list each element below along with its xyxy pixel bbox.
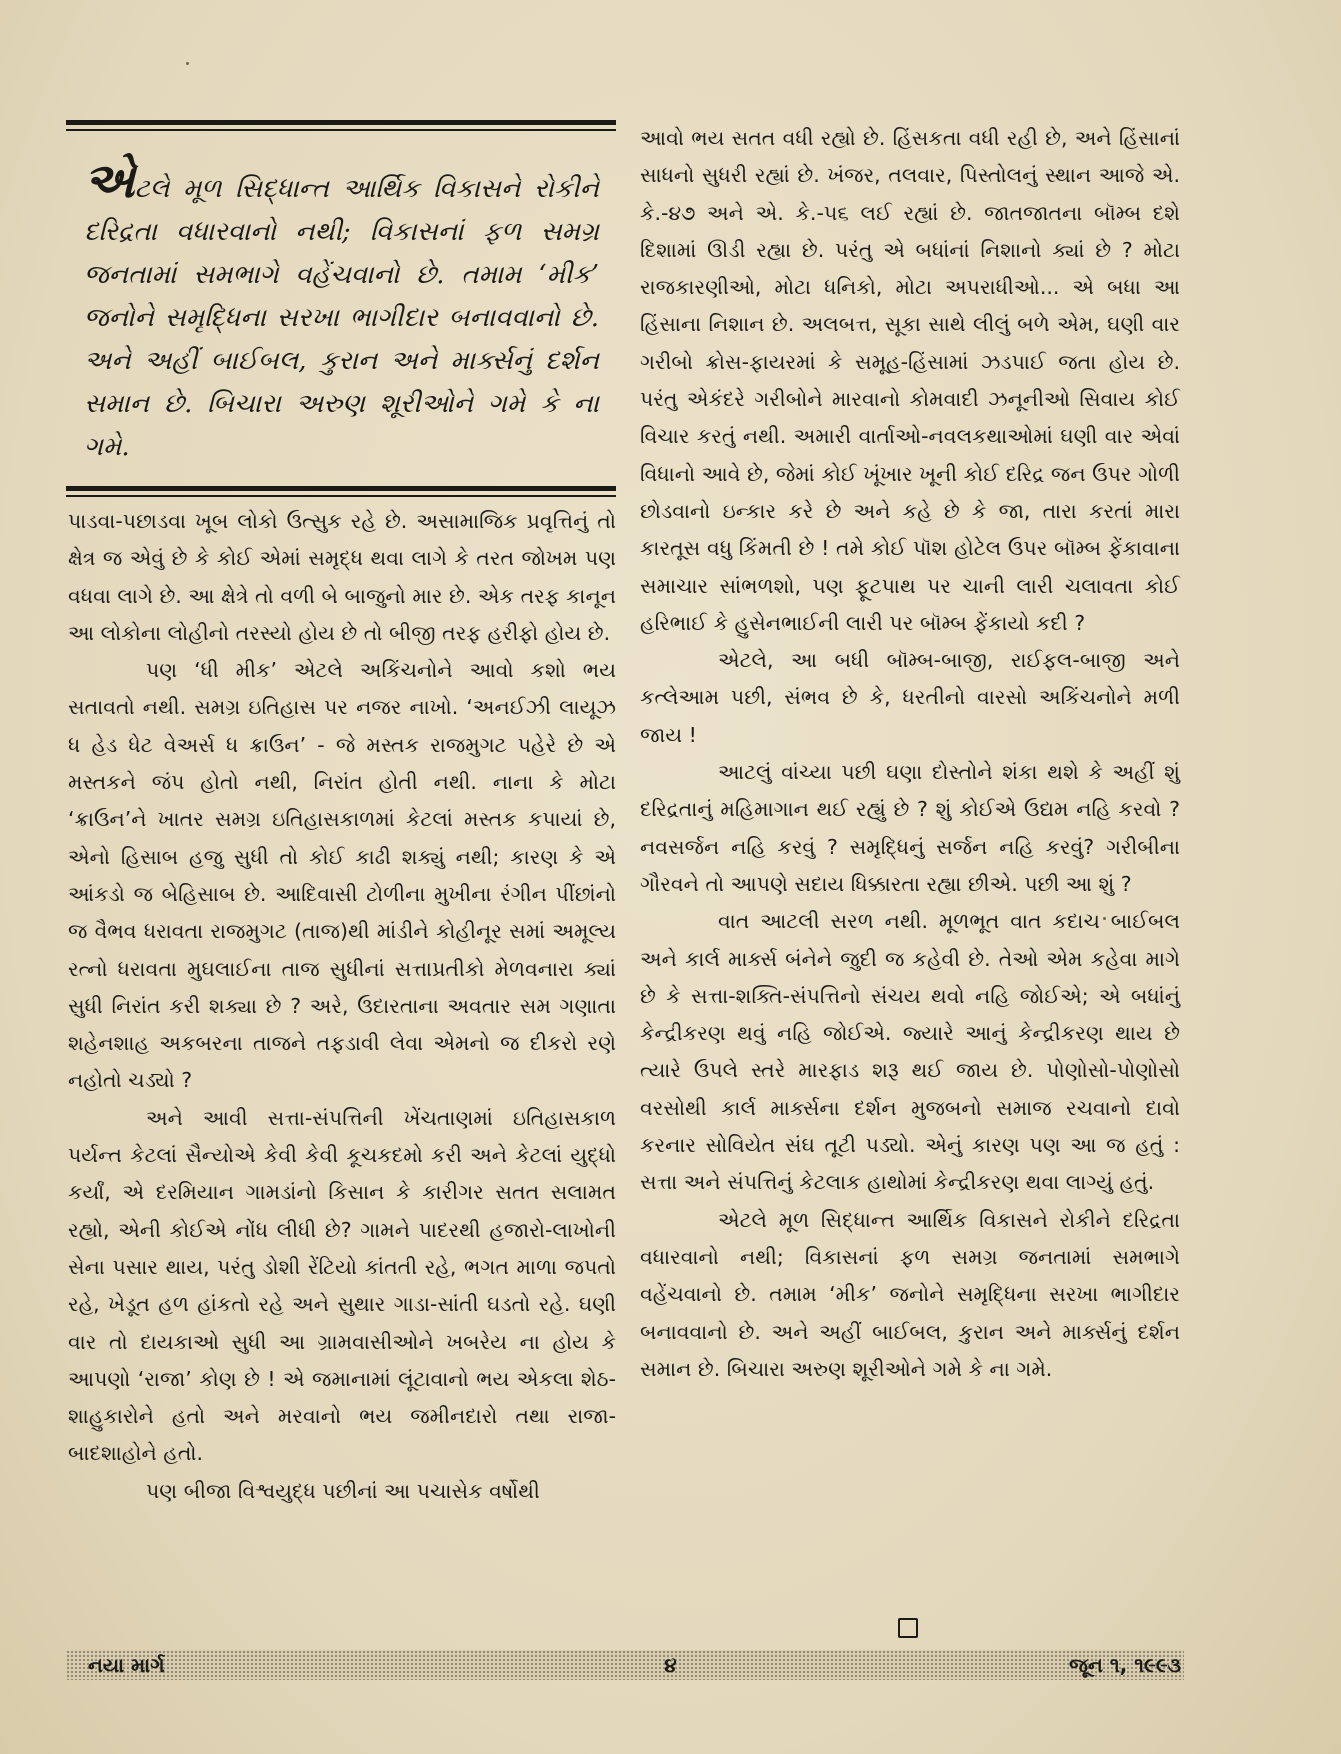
paragraph: આવો ભય સતત વધી રહ્યો છે. હિંસકતા વધી રહી છે, અને હિંસાનાં સાધનો સુધરી રહ્યાં છે. ખંજર, તલવાર, પિસ્તોલનું સ્થાન આજે એ. કે.-૪૭ અને એ. કે.-૫૬ લઈ રહ્યાં છે. જાતજાતના બૉમ્બ દશે દિશામાં ઊડી રહ્યા છે. પરંતુ એ બધાંનાં નિશાનો ક્યાં છે ? મોટા રાજકારણીઓ, મોટા ધનિકો, મોટા અપરાધીઓ... એ બધા આ હિંસાના નિશાન છે. અલબત્ત, સૂકા સાથે લીલું બળે એમ, ઘણી વાર ગરીબો ક્રોસ-ફાયરમાં કે સમૂહ-હિંસામાં ઝડપાઈ જતા હોય છે. પરંતુ એકંદરે ગરીબોને મારવાનો કોમવાદી ઝનૂનીઓ સિવાય કોઈ વિચાર કરતું નથી. અમારી વાર્તાઓ-નવલકથાઓમાં ઘણી વાર એવાં વિધાનો આવે છે, જેમાં કોઈ ખૂંખાર ખૂની કોઈ દરિદ્ર જન ઉપર ગોળી છોડવાનો ઇન્કાર કરે છે અને કહે છે કે જા, તારા કરતાં મારા કારતૂસ વધુ કિંમતી છે ! તમે કોઈ પૉશ હોટેલ ઉપર બૉમ્બ ફેંકાવાના સમાચાર સાંભળશો, પણ ફૂટપાથ પર ચાની લારી ચલાવતા કોઈ હરિભાઈ કે હુસેનભાઈની લારી પર બૉમ્બ ફેંકાયો કદી ? [640,126,1180,635]
paragraph: પણ બીજા વિશ્વયુદ્ધ પછીનાં આ પચાસેક વર્ષોથી [146,1478,540,1503]
paragraph: આટલું વાંચ્યા પછી ઘણા દોસ્તોને શંકા થશે કે અહીં શું દરિદ્રતાનું મહિમાગાન થઈ રહ્યું છે ? શું કોઈએ ઉદ્યમ નહિ કરવો ? નવસર્જન નહિ કરવું ? સમૃદ્ધિનું સર્જન નહિ કરવું? ગરીબીના ગૌરવને તો આપણે સદાય ધિક્કારતા રહ્યા છીએ. પછી આ શું ? [640,760,1180,896]
paragraph: પણ ‘ધી મીક’ એટલે અકિંચનોને આવો કશો ભય સતાવતો નથી. સમગ્ર ઇતિહાસ પર નજર નાખો. ‘અનઈઝી લાયૂઝ ધ હેડ ધેટ વેઅર્સ ધ ક્રાઉન’ - જે મસ્તક રાજમુગટ પહેરે છે એ મસ્તકને જંપ હોતો નથી, નિરાંત હોતી નથી. નાના કે મોટા ‘ક્રાઉન’ને ખાતર સમગ્ર ઇતિહાસકાળમાં કેટલાં મસ્તક કપાયાં છે, એનો હિસાબ હજુ સુધી તો કોઈ કાઢી શક્યું નથી; કારણ કે એ આંકડો જ બેહિસાબ છે. આદિવાસી ટોળીના મુખીના રંગીન પીંછાંનો જ વૈભવ ધરાવતા રાજમુગટ (તાજ)થી માંડીને કોહીનૂર સમાં અમૂલ્ય રત્નો ધરાવતા મુઘલાઈના તાજ સુધીનાં સત્તાપ્રતીકો મેળવનારા ક્યાં સુધી નિરાંત કરી શક્યા છે ? અરે, ઉદારતાના અવતાર સમ ગણાતા શહેનશાહ અકબરના તાજને તફડાવી લેવા એમનો જ દીકરો રણે નહોતો ચડ્યો ? [68,658,616,1093]
right-column [640,120,1180,1388]
pull-quote-top-rule-thin [66,129,616,131]
paper-speck [186,62,189,65]
footer-page-number: ૪ [664,1653,677,1677]
footer-magazine-name: નયા માર્ગ [88,1653,165,1677]
pull-quote-bottom-rule [66,486,616,491]
footer-date: જૂન ૧, ૧૯૯૩ [1069,1653,1181,1677]
paragraph: અને આવી સત્તા-સંપત્તિની ખેંચતાણમાં ઇતિહાસકાળ પર્યન્ત કેટલાં સૈન્યોએ કેવી કેવી કૂચકદમો કરી અને કેટલાં યુદ્ધો કર્યાં, એ દરમિયાન ગામડાંનો કિસાન કે કારીગર સતત સલામત રહ્યો, એની કોઈએ નોંધ લીધી છે? ગામને પાદરથી હજારો-લાખોની સેના પસાર થાય, પરંતુ ડોશી રેંટિયો કાંતતી રહે, ભગત માળા જપતો રહે, ખેડૂત હળ હાંકતો રહે અને સુથાર ગાડા-સાંતી ઘડતો રહે. ઘણી વાર તો દાયકાઓ સુધી આ ગ્રામવાસીઓને ખબરેય ના હોય કે આપણો ‘રાજા’ કોણ છે ! એ જમાનામાં લૂંટાવાનો ભય એકલા શેઠ-શાહુકારોને હતો અને મરવાનો ભય જમીનદારો તથા રાજા-બાદશાહોને હતો. [68,1105,616,1466]
pull-quote-top-rule [66,120,616,125]
left-column [68,503,616,1510]
paragraph: વાત આટલી સરળ નથી. મૂળભૂત વાત કદાચ બાઈબલ અને કાર્લ માર્ક્સ બંનેને જુદી જ કહેવી છે. તેઓ એમ કહેવા માગે છે કે સત્તા-શક્તિ-સંપત્તિનો સંચય થવો નહિ જોઈએ; એ બધાંનું કેન્દ્રીકરણ થવું નહિ જોઈએ. જ્યારે આનું કેન્દ્રીકરણ થાય છે ત્યારે ઉપલે સ્તરે મારફાડ શરૂ થઈ જાય છે. પોણોસો-પોણોસો વરસોથી કાર્લ માર્ક્સના દર્શન મુજબનો સમાજ રચવાનો દાવો કરનાર સોવિયેત સંઘ તૂટી પડ્યો. એનું કારણ પણ આ જ હતું : સત્તા અને સંપત્તિનું કેટલાક હાથોમાં કેન્દ્રીકરણ થવા લાગ્યું હતું. [640,909,1180,1195]
end-of-article-square-icon [898,1618,918,1638]
paragraph: એટલે મૂળ સિદ્ધાન્ત આર્થિક વિકાસને રોકીને દરિદ્રતા વધારવાનો નથી; વિકાસનાં ફળ સમગ્ર જનતામાં સમભાગે વહેંચવાનો છે. તમામ ‘મીક’ જનોને સમૃદ્ધિના સરખા ભાગીદાર બનાવવાનો છે. અને અહીં બાઈબલ, કુરાન અને માર્ક્સનું દર્શન સમાન છે. બિચારા અરુણ શૂરીઓને ગમે કે ના ગમે. [640,1207,1180,1381]
paragraph: એટલે, આ બધી બૉમ્બ-બાજી, રાઈફલ-બાજી અને કત્લેઆમ પછી, સંભવ છે કે, ધરતીનો વારસો અકિંચનોને મળી જાય ! [640,648,1180,747]
paragraph: પાડવા-પછાડવા ખૂબ લોકો ઉત્સુક રહે છે. અસામાજિક પ્રવૃત્તિનું તો ક્ષેત્ર જ એવું છે કે કોઈ એમાં સમૃદ્ધ થવા લાગે કે તરત જોખમ પણ વધવા લાગે છે. આ ક્ષેત્રે તો વળી બે બાજુનો માર છે. એક તરફ કાનૂન આ લોકોના લોહીનો તરસ્યો હોય છે તો બીજી તરફ હરીફો હોય છે. [68,509,616,645]
pull-quote-box [66,120,616,500]
pull-quote-bottom-rule-thin [66,495,616,497]
pull-quote-text: એટલે મૂળ સિદ્ધાન્ત આર્થિક વિકાસને રોકીને દરિદ્રતા વધારવાનો નથી; વિકાસનાં ફળ સમગ્ર જનતામાં સમભાગે વહેંચવાનો છે. તમામ ‘મીક’ જનોને સમૃદ્ધિના સરખા ભાગીદાર બનાવવાનો છે. અને અહીં બાઈબલ, કુરાન અને માર્ક્સનું દર્શન સમાન છે. બિચારા અરુણ શૂરીઓને ગમે કે ના ગમે. [84,153,599,462]
